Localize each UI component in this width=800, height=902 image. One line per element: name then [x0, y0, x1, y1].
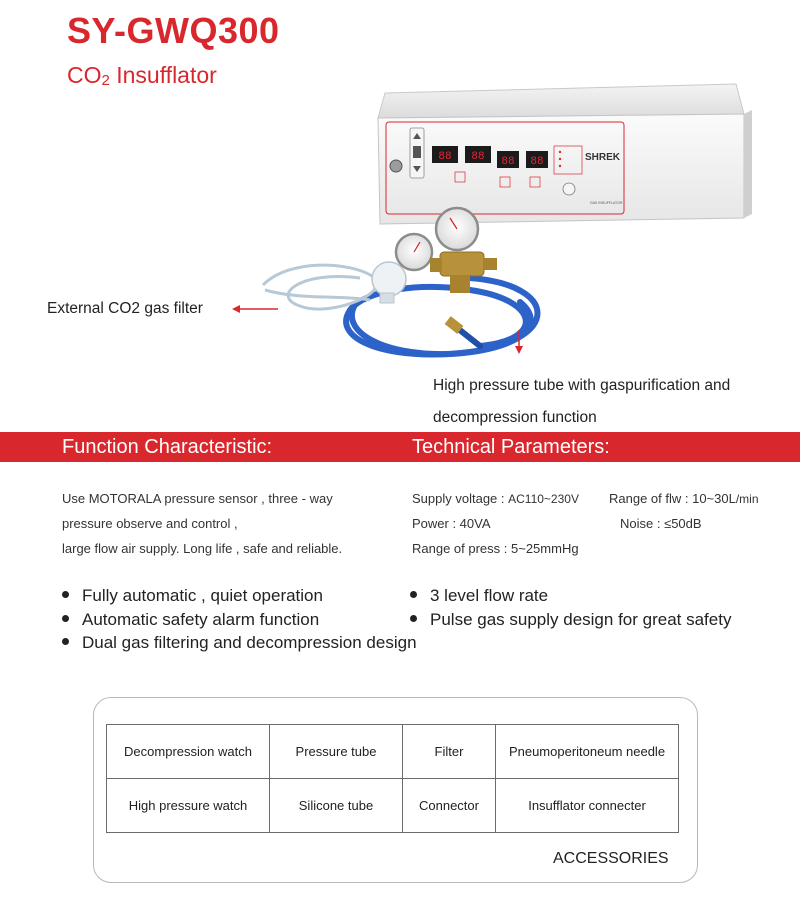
table-cell: Connector: [403, 779, 496, 833]
table-cell: Filter: [403, 725, 496, 779]
svg-text:88: 88: [438, 151, 452, 163]
product-illustration: [0, 80, 800, 410]
function-description: [62, 486, 402, 561]
bullet-icon: [62, 591, 69, 598]
subtitle-subscript: 2: [101, 72, 110, 89]
feature-item: Pulse gas supply design for great safety: [410, 610, 731, 630]
param-power: Power : 40VA: [412, 516, 491, 531]
filter-callout-arrow: [232, 305, 278, 313]
svg-text:88: 88: [501, 156, 515, 168]
gas-inlet-icon: [390, 160, 402, 172]
table-cell: Insufflator connecter: [496, 779, 679, 833]
model-title: SY-GWQ300: [67, 10, 280, 51]
brand-logo: SHREK: [585, 152, 621, 163]
param-supply-voltage: Supply voltage : AC110~230V: [412, 491, 579, 506]
feature-item: Fully automatic , quiet operation: [62, 586, 323, 606]
function-heading: Function Characteristic:: [62, 436, 273, 458]
gas-filter-icon: [372, 262, 406, 296]
accessories-label: ACCESSORIES: [553, 850, 669, 867]
bullet-icon: [410, 591, 417, 598]
parameters-heading: Technical Parameters:: [412, 436, 610, 458]
feature-item: 3 level flow rate: [410, 586, 548, 606]
filter-callout-label: External CO2 gas filter: [47, 300, 203, 317]
bullet-icon: [410, 615, 417, 622]
device-caption: GAS INSUFFLATOR: [590, 201, 623, 205]
table-row: [107, 725, 679, 779]
subtitle-suffix: Insufflator: [109, 62, 217, 88]
param-flow-range: Range of flw : 10~30L/min: [609, 491, 759, 506]
tube-callout-label-line1: High pressure tube with gaspurification and: [433, 377, 731, 394]
insufflator-device: [378, 84, 752, 224]
function-line: large flow air supply. Long life , safe and reliable.: [62, 541, 343, 556]
svg-text:88: 88: [471, 151, 485, 163]
power-button-icon: [563, 183, 575, 195]
section-banner: [0, 432, 800, 462]
svg-text:88: 88: [530, 156, 544, 168]
bullet-icon: [62, 615, 69, 622]
bullet-icon: [62, 638, 69, 645]
accessories-table: [106, 724, 679, 833]
table-row: [107, 779, 679, 833]
feature-item: Automatic safety alarm function: [62, 610, 319, 630]
table-cell: Silicone tube: [270, 779, 403, 833]
feature-item: Dual gas filtering and decompression design: [62, 633, 417, 653]
table-cell: Pneumoperitoneum needle: [496, 725, 679, 779]
table-cell: Decompression watch: [107, 725, 270, 779]
function-line: pressure observe and control ,: [62, 516, 238, 531]
table-cell: High pressure watch: [107, 779, 270, 833]
tube-callout-label-line2: decompression function: [433, 409, 597, 426]
subtitle-prefix: CO: [67, 62, 102, 88]
function-line: Use MOTORALA pressure sensor , three - way: [62, 491, 333, 506]
param-pressure-range: Range of press : 5~25mmHg: [412, 541, 579, 556]
param-noise: Noise : ≤50dB: [620, 516, 702, 531]
table-cell: Pressure tube: [270, 725, 403, 779]
